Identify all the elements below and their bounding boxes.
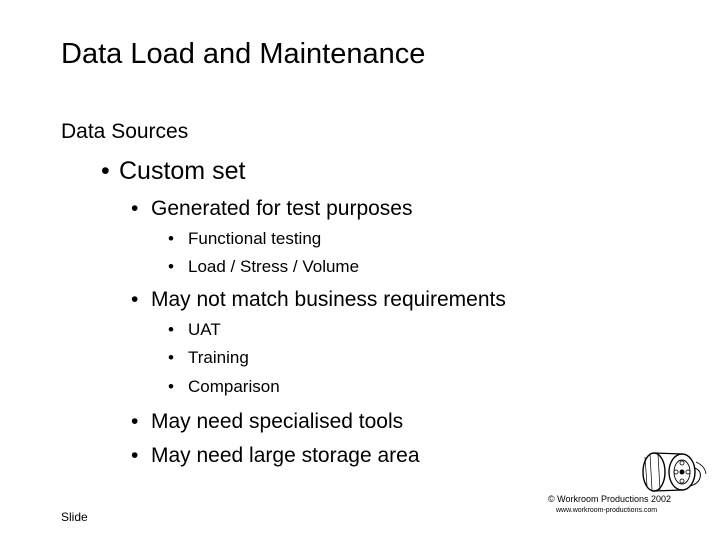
bullet-uat: [168, 319, 221, 341]
bullet-text: Custom set: [119, 157, 246, 185]
bullet-specialised-tools: [131, 409, 403, 435]
bullet-marker: •: [131, 444, 139, 467]
bullet-marker: •: [131, 197, 139, 220]
bullet-marker: •: [131, 288, 139, 311]
bullet-functional-testing: [168, 228, 321, 250]
bullet-text: Load / Stress / Volume: [188, 257, 360, 276]
bullet-marker: •: [168, 348, 174, 367]
bullet-text: May need specialised tools: [151, 410, 404, 433]
bullet-text: Training: [188, 348, 249, 367]
bullet-marker: •: [101, 157, 110, 185]
bullet-text: Functional testing: [188, 229, 322, 248]
slide-title: Data Load and Maintenance: [61, 38, 426, 70]
slide-footer-label: Slide: [61, 510, 88, 524]
bullet-text: UAT: [188, 320, 221, 339]
bullet-marker: •: [131, 410, 139, 433]
bullet-may-not-match: [131, 287, 506, 313]
bullet-text: Comparison: [188, 377, 280, 396]
section-heading: Data Sources: [61, 120, 189, 143]
bullet-text: May not match business requirements: [151, 288, 506, 311]
bullet-marker: •: [168, 257, 174, 276]
website-url: www.workroom-productions.com: [556, 507, 658, 514]
bullet-training: [168, 347, 249, 369]
film-reel-icon: [630, 448, 710, 494]
bullet-marker: •: [168, 320, 174, 339]
bullet-custom-set: [101, 156, 245, 186]
bullet-text: May need large storage area: [151, 444, 420, 467]
copyright-notice: © Workroom Productions 2002: [548, 494, 672, 504]
bullet-marker: •: [168, 377, 174, 396]
bullet-comparison: [168, 376, 280, 398]
bullet-marker: •: [168, 229, 174, 248]
bullet-large-storage: [131, 443, 420, 469]
bullet-text: Generated for test purposes: [151, 197, 413, 220]
bullet-load-stress: [168, 256, 359, 278]
bullet-generated: [131, 196, 413, 222]
